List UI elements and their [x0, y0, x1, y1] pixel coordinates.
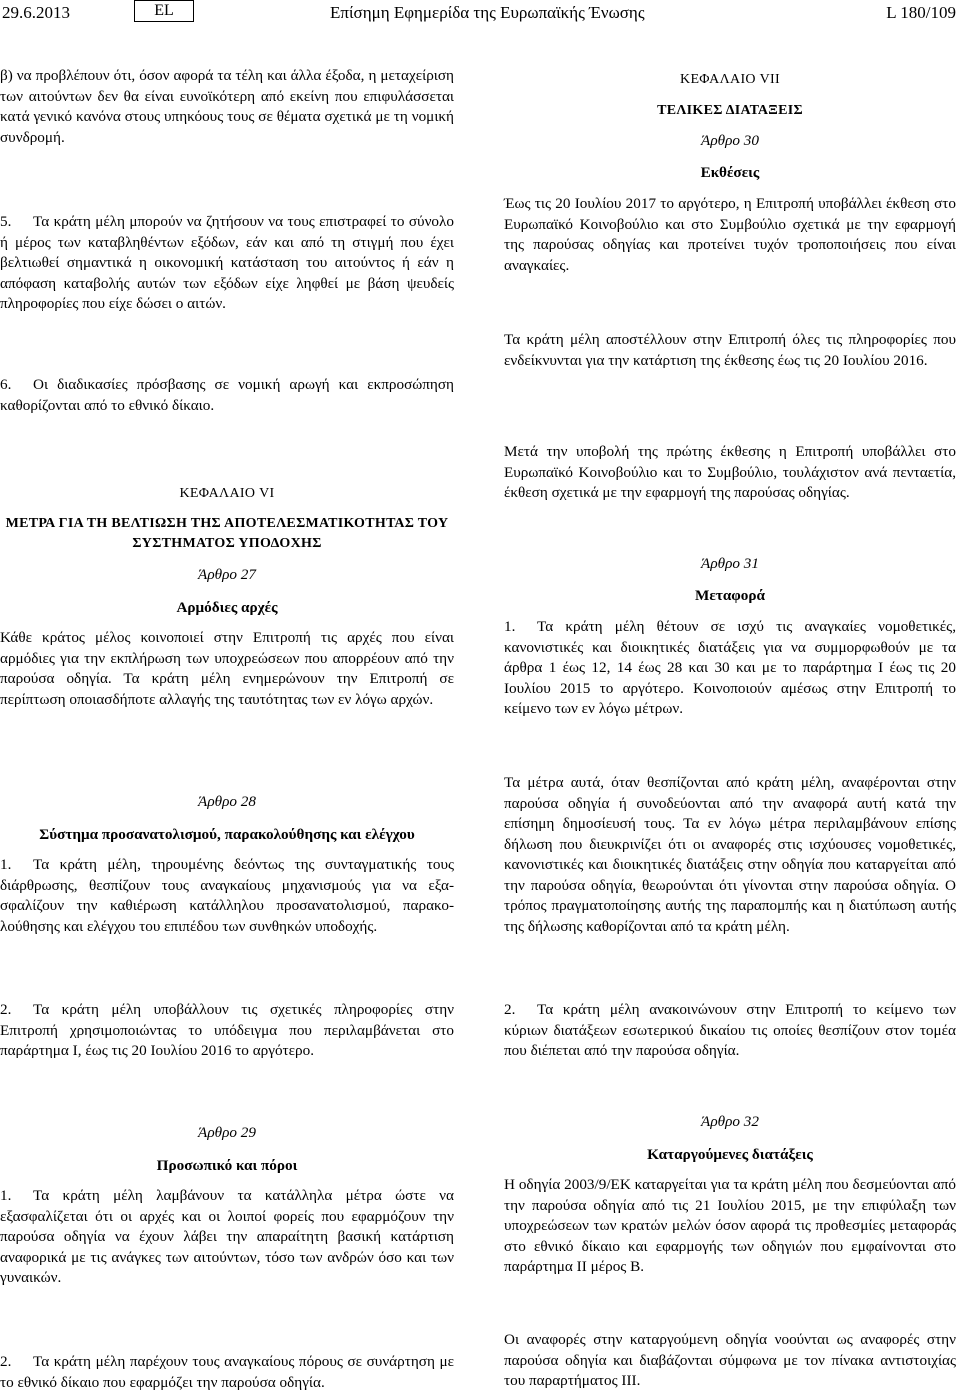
paragraph-number: 2.	[0, 1001, 12, 1018]
paragraph-text: Τα κράτη μέλη, τηρουμένης δεόντως της συνταγματικής τους διάρθρωσης, θεσπίζουν τους αναγκαίους μηχανισμούς για να εξασφαλίζουν την καθιέρωση κατάλληλου προσανατολισμού, παρακολούθησης και ελέγχου του επιπέδου των συνθηκών υποδοχής.	[0, 856, 454, 935]
article-28-label: Άρθρο 28	[198, 793, 256, 810]
article-29-paragraph-1	[0, 1186, 454, 1289]
article-32-label: Άρθρο 32	[701, 1113, 759, 1130]
paragraph-number: 2.	[504, 1001, 516, 1018]
article-30-paragraph-2: Τα κράτη μέλη αποστέλλουν στην Επιτροπή όλες τις πληροφορίες που ενδείκνυνται για την κατάρτιση της έκθεσης έως τις 20 Ιουλίου 2016.	[504, 331, 956, 369]
paragraph-number: 1.	[0, 856, 12, 873]
paragraph-5	[0, 212, 454, 315]
paragraph-text: Τα κράτη μέλη θέτουν σε ισχύ τις αναγκαίες νομοθετικές, κανονιστικές και διοικητικές διατάξεις για να συμμορφωθούν με τα άρθρα 1 έως 12, 14 έως 28 και 30 και με το παράρτημα I έως τις 20 Ιουλίου 2015 το αργότερο. Κοινοποιούν αμέσως στην Επιτροπή το κείμενο των εν λόγω μέτρων.	[504, 618, 956, 717]
paragraph-text: Τα κράτη μέλη λαμβάνουν τα κατάλληλα μέτρα ώστε να εξασφαλίζεται ότι οι αρχές και οι λοιποί φορείς που εφαρμόζουν την παρούσα οδηγία να έχουν λάβει την απαραίτητη βασική κατάρτιση αναφορικά με τις ανάγκες των αιτούντων, τόσο των ανδρών όσο και των γυναικών.	[0, 1187, 454, 1286]
language-badge: EL	[134, 0, 194, 22]
article-31-paragraph-1b: Τα μέτρα αυτά, όταν θεσπίζονται από κράτη μέλη, αναφέρονται στην παρούσα οδηγία ή συνοδεύονται από την αναφορά αυτή κατά την επίσημη δημοσίευσή τους. Τα εν λόγω μέτρα περιλαμβάνουν επίσης δήλωση που διευκρινίζει ότι οι αναφορές στις ισχύουσες νομοθετικές, κανονιστικές και διοικητικές διατάξεις στην οδηγία που καταργείται από την παρούσα οδηγία, θεωρούνται ότι γίνονται στην παρούσα οδηγία. Ο τρόπος πραγματοποίησης αυτής της παραπομπής και η διατύπωση αυτής της δήλωσης καθορίζονται από τα κράτη μέλη.	[504, 774, 956, 935]
article-27-label: Άρθρο 27	[198, 566, 256, 583]
article-32-title: Καταργούμενες διατάξεις	[647, 1146, 813, 1163]
paragraph-number: 1.	[504, 618, 516, 635]
paragraph-text: Τα κράτη μέλη ανακοινώνουν στην Επιτροπή το κείμενο των κύριων διατάξεων εσωτερικού δικαίου τις οποίες θεσπίζουν στον τομέα που διέπεται από την παρούσα οδηγία.	[504, 1001, 956, 1059]
article-31-label: Άρθρο 31	[701, 555, 759, 572]
article-30-paragraph-1: Έως τις 20 Ιουλίου 2017 το αργότερο, η Επιτροπή υποβάλλει έκθεση στο Ευρωπαϊκό Κοινοβούλιο και στο Συμβούλιο σχετικά με την εφαρμογή της παρούσας οδηγίας και προτείνει τυχόν τροποποιήσεις που είναι αναγκαίες.	[504, 195, 956, 274]
chapter-7-title: ΤΕΛΙΚΕΣ ΔΙΑΤΑΞΕΙΣ	[657, 103, 803, 118]
article-30-paragraph-3: Μετά την υποβολή της πρώτης έκθεσης η Επιτροπή υποβάλλει στο Ευρωπαϊκό Κοινοβούλιο και το Συμβούλιο, τουλάχιστον ανά πενταετία, έκθεση σχετικά με την εφαρμογή της παρούσας οδηγίας.	[504, 443, 956, 501]
article-31-paragraph-2	[504, 1000, 956, 1062]
chapter-6-label: ΚΕΦΑΛΑΙΟ VI	[179, 486, 275, 501]
paragraph-number: 6.	[0, 376, 12, 393]
article-29-label: Άρθρο 29	[198, 1124, 256, 1141]
page-number: L 180/109	[886, 3, 956, 22]
paragraph-number: 1.	[0, 1187, 12, 1204]
chapter-7-label: ΚΕΦΑΛΑΙΟ VII	[680, 72, 780, 87]
article-27-text: Κάθε κράτος μέλος κοινοποιεί στην Επιτροπή τις αρχές που είναι αρμόδιες για την εκπλήρωση των υποχρεώσεων που απορρέουν από την παρούσα οδηγία. Τα κράτη μέλη ενημερώνουν την Επιτροπή σε περίπτωση οποιασδήποτε αλλαγής της ταυτότητας των εν λόγω αρχών.	[0, 629, 454, 708]
paragraph-text: Τα κράτη μέλη μπορούν να ζητήσουν να τους επιστραφεί το σύνολο ή μέρος των καταβληθέντων εξόδων, εάν και από τη στιγμή που έχει βελτιωθεί σημαντικά η οικονομική κατάσταση του αιτούντος ή εάν η απόφαση καταβολής αυτών των εξόδων είχε ληφθεί με βάση ψευδείς πληροφορίες που είχε δώσει ο αιτών.	[0, 213, 454, 312]
paragraph-b: β) να προβλέπουν ότι, όσον αφορά τα τέλη και άλλα έξοδα, η μεταχείριση των αιτούντων δεν θα είναι ευνοϊκότερη από εκείνη που επιφυλάσσεται κατά γενικό κανόνα στους υπηκόους τους σε θέματα σχετικά με τη νομική συνδρομή.	[0, 67, 454, 146]
article-30-label: Άρθρο 30	[701, 132, 759, 149]
publication-date: 29.6.2013	[2, 3, 70, 22]
article-31-paragraph-1	[504, 617, 956, 720]
article-28-paragraph-1	[0, 855, 454, 937]
article-32-paragraph-2: Οι αναφορές στην καταργούμενη οδηγία νοούνται ως αναφορές στην παρούσα οδηγία και διαβάζονται σύμφωνα με τον πίνακα αντιστοιχίας του παραρτήματος ΙΙΙ.	[504, 1331, 956, 1389]
page-header	[0, 0, 960, 30]
article-28-title: Σύστημα προσανατολισμού, παρακολούθησης και ελέγχου	[39, 826, 415, 843]
paragraph-text: Οι διαδικασίες πρόσβασης σε νομική αρωγή και εκπροσώπηση καθορίζονται από το εθνικό δίκαιο.	[0, 376, 454, 414]
paragraph-text: Τα κράτη μέλη παρέχουν τους αναγκαίους πόρους σε συνάρτηση με το εθνικό δίκαιο που εφαρμόζει την παρούσα οδηγία.	[0, 1353, 454, 1391]
article-31-title: Μεταφορά	[695, 587, 765, 604]
paragraph-number: 2.	[0, 1353, 12, 1370]
article-29-paragraph-2	[0, 1352, 454, 1393]
paragraph-number: 5.	[0, 213, 12, 230]
article-27-title: Αρμόδιες αρχές	[176, 599, 278, 616]
paragraph-6	[0, 375, 454, 416]
chapter-6-title: ΜΕΤΡΑ ΓΙΑ ΤΗ ΒΕΛΤΙΩΣΗ ΤΗΣ ΑΠΟΤΕΛΕΣΜΑΤΙΚΟΤΗΤΑΣ ΤΟΥ ΣΥΣΤΗΜΑΤΟΣ ΥΠΟΔΟΧΗΣ	[5, 516, 449, 551]
article-30-title: Εκθέσεις	[700, 164, 760, 181]
paragraph-text: Τα κράτη μέλη υποβάλλουν τις σχετικές πληροφορίες στην Επιτροπή χρησιμοποιώντας το υπόδειγμα που περιλαμβάνεται στο παράρτημα I, έως τις 20 Ιουλίου 2016 το αργότερο.	[0, 1001, 454, 1059]
article-28-paragraph-2	[0, 1000, 454, 1062]
journal-title: Επίσημη Εφημερίδα της Ευρωπαϊκής Ένωσης	[330, 3, 645, 22]
article-32-paragraph-1: Η οδηγία 2003/9/ΕΚ καταργείται για τα κράτη μέλη που δεσμεύονται από την παρούσα οδηγία από τις 21 Ιουλίου 2015, με την επιφύλαξη των υποχρεώσεων των κρατών μελών όσον αφορά τις προθεσμίες μεταφοράς στο εθνικό δίκαιο και εφαρμογής των οδηγιών που εμφαίνονται στο παράρτημα ΙΙ μέρος Β.	[504, 1176, 956, 1275]
article-29-title: Προσωπικό και πόροι	[156, 1157, 298, 1174]
